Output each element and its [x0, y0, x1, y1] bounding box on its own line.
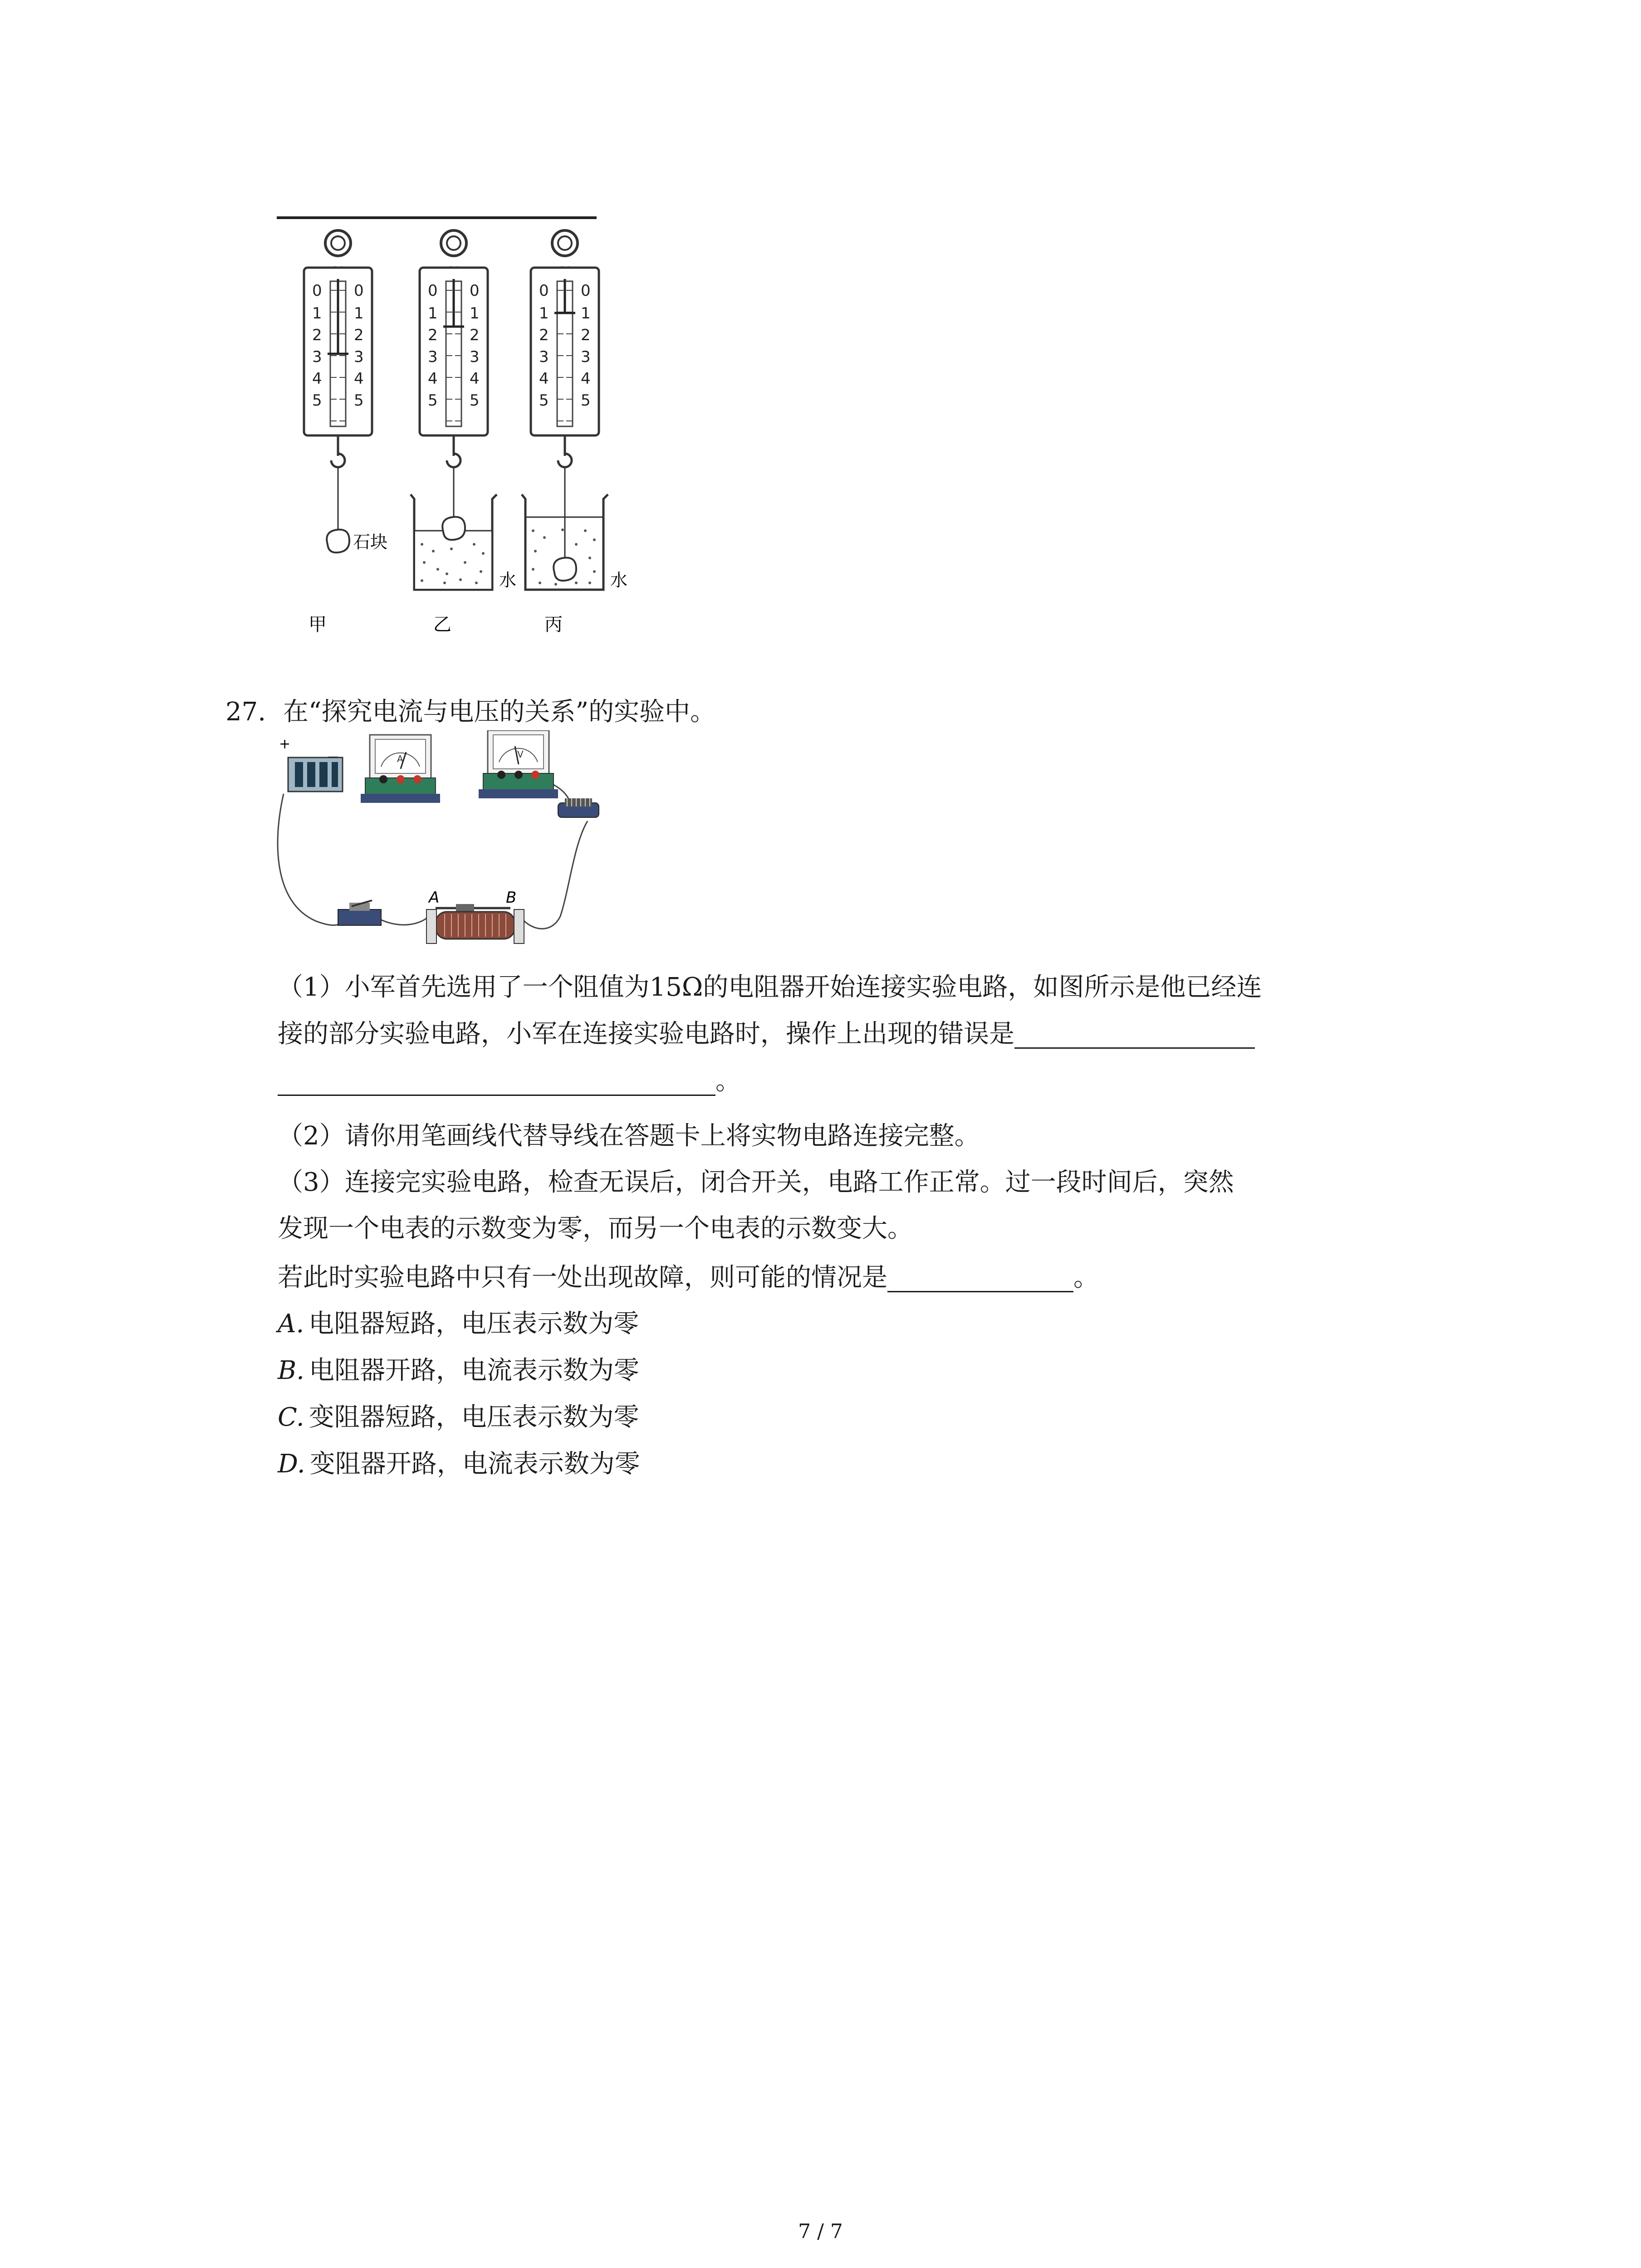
svg-text:1: 1	[539, 304, 549, 323]
stone-icon	[442, 517, 465, 540]
svg-text:0: 0	[312, 282, 322, 300]
svg-text:2: 2	[428, 326, 438, 344]
svg-text:3: 3	[581, 348, 591, 366]
svg-text:5: 5	[470, 391, 480, 410]
svg-text:2: 2	[470, 326, 480, 344]
part3-line1: （3）连接完实验电路，检查无误后，闭合开关，电路工作正常。过一段时间后，突然	[278, 1168, 1234, 1197]
part1-line3: 。	[278, 1067, 741, 1096]
voltmeter-icon	[479, 730, 558, 798]
question-stem-text: 在“探究电流与电压的关系”的实验中。	[283, 697, 716, 727]
svg-text:石块: 石块	[353, 532, 388, 552]
svg-text:1: 1	[354, 304, 364, 323]
label-jia: 甲	[309, 614, 327, 635]
circuit-figure	[270, 730, 628, 966]
svg-text:5: 5	[312, 391, 322, 410]
svg-text:+: +	[279, 736, 291, 752]
rheostat-icon	[426, 889, 524, 943]
svg-text:A: A	[429, 889, 440, 907]
resistor-icon	[558, 798, 599, 817]
svg-text:4: 4	[312, 370, 322, 388]
question-number: 27.	[225, 697, 266, 727]
svg-text:3: 3	[312, 348, 322, 366]
part1-line2: 接的部分实验电路，小军在连接实验电路时，操作上出现的错误是	[278, 1020, 1255, 1049]
spring-scale-jia	[304, 230, 387, 552]
svg-text:2: 2	[354, 326, 364, 344]
svg-text:1: 1	[428, 304, 438, 323]
svg-text:0: 0	[428, 282, 438, 300]
label-yi: 乙	[433, 614, 451, 635]
svg-text:5: 5	[428, 391, 438, 410]
part3-line2: 发现一个电表的示数变为零，而另一个电表的示数变大。	[278, 1214, 913, 1243]
svg-text:4: 4	[581, 370, 591, 388]
spring-scale-figure	[263, 200, 635, 644]
svg-text:4: 4	[539, 370, 549, 388]
svg-text:5: 5	[581, 391, 591, 410]
label-bing: 丙	[544, 614, 563, 635]
switch-icon	[338, 900, 381, 925]
svg-text:A: A	[397, 753, 403, 764]
svg-text:5: 5	[354, 391, 364, 410]
svg-text:3: 3	[539, 348, 549, 366]
svg-text:1: 1	[470, 304, 480, 323]
svg-text:2: 2	[539, 326, 549, 344]
svg-text:水: 水	[610, 570, 628, 590]
stone-icon	[327, 530, 349, 553]
spring-scale-yi	[411, 230, 516, 590]
question-stem	[225, 698, 715, 727]
svg-text:0: 0	[470, 282, 480, 300]
option-a[interactable]: A. 电阻器短路，电压表示数为零	[278, 1309, 639, 1339]
svg-text:4: 4	[470, 370, 480, 388]
spring-scale-bing	[522, 230, 627, 590]
answer-blank-1b[interactable]	[278, 1072, 715, 1096]
svg-text:2: 2	[581, 326, 591, 344]
svg-text:V: V	[517, 749, 524, 760]
answer-blank-1a[interactable]	[1014, 1025, 1255, 1049]
svg-text:5: 5	[539, 391, 549, 410]
svg-text:3: 3	[470, 348, 480, 366]
answer-blank-3[interactable]	[887, 1268, 1073, 1292]
page-number: 7 / 7	[798, 2220, 843, 2243]
ammeter-icon	[361, 735, 440, 803]
svg-text:1: 1	[581, 304, 591, 323]
option-d[interactable]: D. 变阻器开路，电流表示数为零	[278, 1449, 640, 1479]
svg-text:水: 水	[499, 570, 517, 590]
svg-text:4: 4	[428, 370, 438, 388]
svg-text:0: 0	[539, 282, 549, 300]
svg-text:0: 0	[581, 282, 591, 300]
svg-text:2: 2	[312, 326, 322, 344]
svg-text:1: 1	[312, 304, 322, 323]
option-c[interactable]: C. 变阻器短路，电压表示数为零	[278, 1403, 639, 1432]
svg-text:4: 4	[354, 370, 364, 388]
part3-line3: 若此时实验电路中只有一处出现故障，则可能的情况是 。	[278, 1263, 1099, 1292]
svg-text:0: 0	[354, 282, 364, 300]
part1-line1: （1）小军首先选用了一个阻值为15Ω的电阻器开始连接实验电路，如图所示是他已经连	[278, 973, 1262, 1002]
stone-icon	[554, 558, 576, 581]
svg-text:3: 3	[354, 348, 364, 366]
svg-text:3: 3	[428, 348, 438, 366]
part2-line: （2）请你用笔画线代替导线在答题卡上将实物电路连接完整。	[278, 1121, 980, 1151]
option-b[interactable]: B. 电阻器开路，电流表示数为零	[278, 1356, 639, 1385]
svg-text:B: B	[506, 889, 517, 907]
battery-icon	[279, 736, 343, 792]
